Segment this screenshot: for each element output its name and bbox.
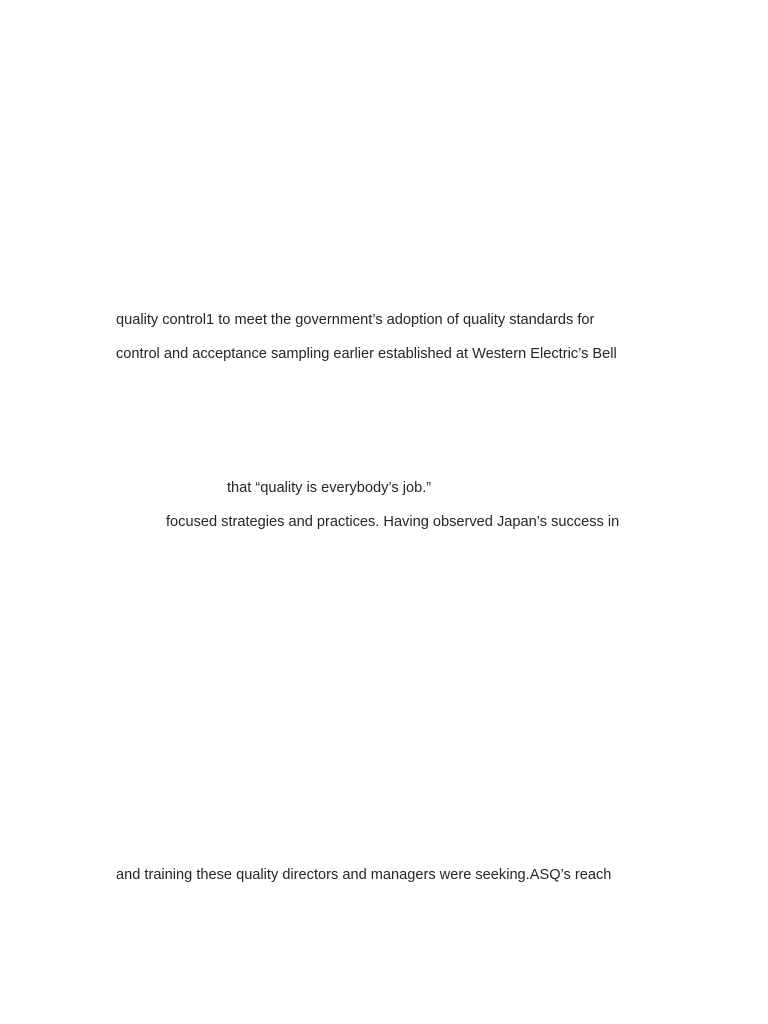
- text-line-3: that “quality is everybody’s job.”: [227, 480, 432, 496]
- text-line-1: quality control1 to meet the government’s adoption of quality standards for: [116, 312, 595, 328]
- text-line-5: and training these quality directors and managers were seeking.ASQ’s reach: [116, 867, 612, 883]
- text-line-2: control and acceptance sampling earlier established at Western Electric’s Bell: [116, 346, 617, 362]
- text-line-4: focused strategies and practices. Having observed Japan’s success in: [166, 514, 620, 530]
